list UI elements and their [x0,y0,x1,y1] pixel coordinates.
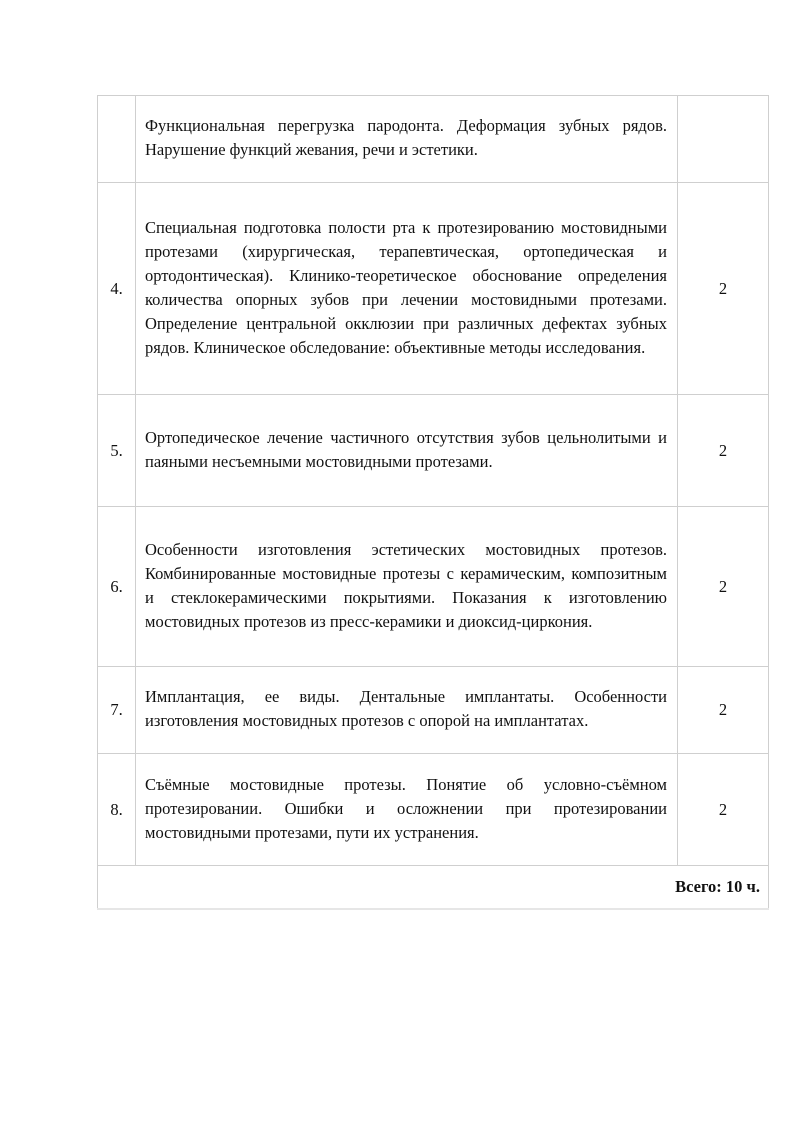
lesson-number: 6. [98,507,136,667]
lesson-hours: 2 [678,507,769,667]
lesson-topic: Имплантация, ее виды. Дентальные имплантаты. Особенности изготовления мостовидных протезов с опорой на имплантатах. [136,667,678,754]
lessons-table [97,95,769,910]
table-row [98,667,769,754]
lesson-topic: Функциональная перегрузка пародонта. Деформация зубных рядов. Нарушение функций жевания, речи и эстетики. [136,96,678,183]
lesson-hours: 2 [678,183,769,395]
table-row [98,183,769,395]
lesson-number [98,96,136,183]
lesson-hours: 2 [678,754,769,866]
total-hours: Всего: 10 ч. [98,866,769,910]
lesson-topic: Специальная подготовка полости рта к протезированию мостовидными протезами (хирургическая, терапевтическая, ортопедическая и ортодонтическая). Клинико-теоретическое обоснование определения количества опорных зубов при лечении мостовидными протезами. Определение центральной окклюзии при различных дефектах зубных рядов. Клиническое обследование: объективные методы исследования. [136,183,678,395]
lesson-topic: Съёмные мостовидные протезы. Понятие об условно-съёмном протезировании. Ошибки и осложнении при протезировании мостовидными протезами, пути их устранения. [136,754,678,866]
lesson-topic: Особенности изготовления эстетических мостовидных протезов. Комбинированные мостовидные протезы с керамическим, композитным и стеклокерамическими покрытиями. Показания к изготовлению мостовидных протезов из пресс-керамики и диоксид-циркония. [136,507,678,667]
table-row [98,507,769,667]
total-row [98,866,769,910]
table-row [98,395,769,507]
lesson-hours: 2 [678,667,769,754]
lesson-number: 7. [98,667,136,754]
table-row [98,96,769,183]
lesson-number: 5. [98,395,136,507]
lesson-number: 8. [98,754,136,866]
table-row [98,754,769,866]
lesson-hours: 2 [678,395,769,507]
lesson-hours [678,96,769,183]
lesson-topic: Ортопедическое лечение частичного отсутствия зубов цельнолитыми и паяными несъемными мостовидными протезами. [136,395,678,507]
lesson-number: 4. [98,183,136,395]
